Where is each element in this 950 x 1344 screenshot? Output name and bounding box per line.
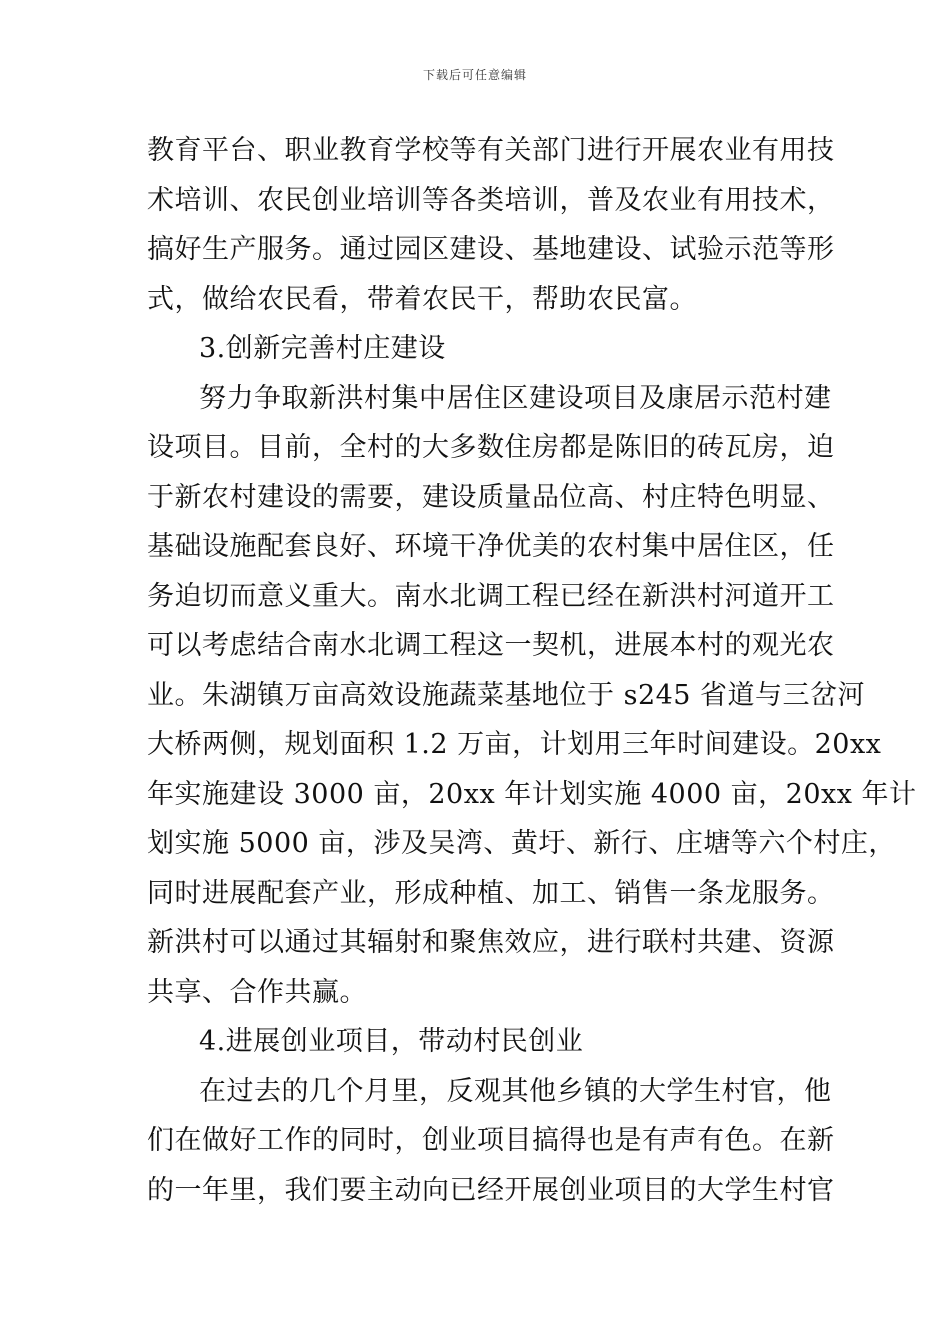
text-line: 搞好生产服务。通过园区建设、基地建设、试验示范等形 <box>147 234 835 265</box>
header-note: 下载后可任意编辑 <box>422 68 527 82</box>
text-line: 新洪村可以通过其辐射和聚焦效应，进行联村共建、资源 <box>147 927 835 958</box>
text-line: 3.创新完善村庄建设 <box>199 333 446 364</box>
text-line: 4.进展创业项目，带动村民创业 <box>199 1026 584 1057</box>
text-line: 可以考虑结合南水北调工程这一契机，进展本村的观光农 <box>147 630 835 661</box>
text-line: 式，做给农民看，带着农民干，帮助农民富。 <box>147 283 697 315</box>
text-line: 在过去的几个月里，反观其他乡镇的大学生村官，他 <box>199 1075 832 1107</box>
text-line: 们在做好工作的同时，创业项目搞得也是有声有色。在新 <box>147 1125 835 1156</box>
text-line: 于新农村建设的需要，建设质量品位高、村庄特色明显、 <box>147 481 835 513</box>
text-line: 设项目。目前，全村的大多数住房都是陈旧的砖瓦房，迫 <box>147 432 835 463</box>
text-line: 基础设施配套良好、环境干净优美的农村集中居住区，任 <box>147 531 835 562</box>
text-line: 划实施 5000 亩，涉及吴湾、黄圩、新行、庄塘等六个村庄， <box>147 828 896 859</box>
text-line: 术培训、农民创业培训等各类培训，普及农业有用技术， <box>147 184 835 216</box>
text-line: 年实施建设 3000 亩，20xx 年计划实施 4000 亩，20xx 年计 <box>147 778 917 810</box>
text-line: 大桥两侧，规划面积 1.2 万亩，计划用三年时间建设。20xx <box>147 729 882 760</box>
text-line: 业。朱湖镇万亩高效设施蔬菜基地位于 s245 省道与三岔河 <box>147 679 866 711</box>
document-body <box>147 126 917 1215</box>
text-line: 努力争取新洪村集中居住区建设项目及康居示范村建 <box>199 382 832 414</box>
text-line: 共享、合作共赢。 <box>147 976 367 1008</box>
text-line: 教育平台、职业教育学校等有关部门进行开展农业有用技 <box>147 135 835 166</box>
text-line: 的一年里，我们要主动向已经开展创业项目的大学生村官 <box>147 1174 835 1206</box>
text-line: 同时进展配套产业，形成种植、加工、销售一条龙服务。 <box>147 877 835 909</box>
text-line: 务迫切而意义重大。南水北调工程已经在新洪村河道开工 <box>147 580 835 612</box>
